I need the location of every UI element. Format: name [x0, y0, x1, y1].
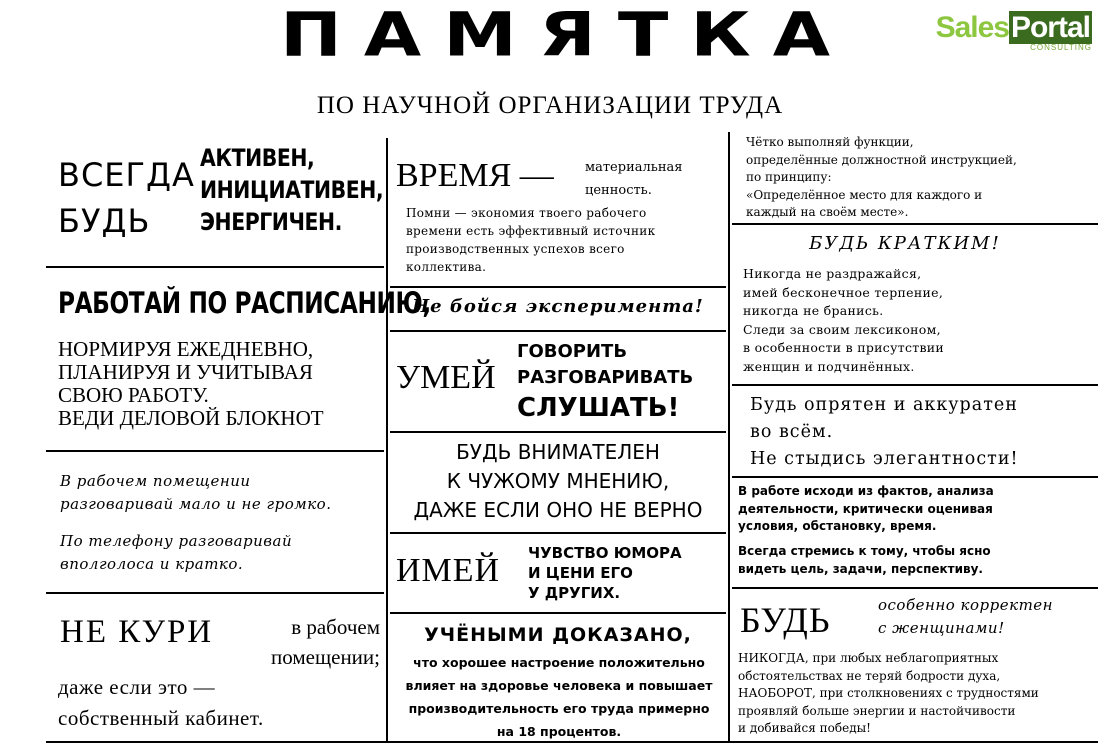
facts-text: В работе исходи из фактов, анализа деятельности, критически оценивая условия, обстановку, время.	[738, 484, 994, 533]
page-subtitle: ПО НАУЧНОЙ ОРГАНИЗАЦИИ ТРУДА	[316, 92, 784, 119]
goal-text: Всегда стремись к тому, чтобы ясно видеть цель, задачи, перспективу.	[738, 544, 991, 576]
traits-list: АКТИВЕН, ИНИЦИАТИВЕН, ЭНЕРГИЧЕН.	[200, 144, 384, 236]
science-text: что хорошее настроение положительно влияет на здоровье человека и повышает производительность его труда примерно на 18 процентов.	[405, 655, 713, 739]
column-divider-1	[386, 138, 388, 742]
col3-divider	[732, 476, 1098, 478]
col3-divider	[732, 223, 1098, 225]
no-smoke-even: даже если это — собственный кабинет.	[58, 675, 264, 730]
functions-text: Чётко выполняй функции, определённые должностной инструкцией, по принципу: «Определённое место для каждого и каждый на своём месте».	[746, 135, 1017, 219]
always-be-heading: ВСЕГДА БУДЬ	[58, 156, 195, 240]
page-title: ПАМЯТКА	[280, 0, 853, 71]
science-heading: УЧЁНЫМИ ДОКАЗАНО,	[424, 624, 692, 646]
patience-text: Никогда не раздражайся, имей бесконечное терпение, никогда не бранись. Следи за своим лексиконом, в особенности в присутствии женщин и подчинённых.	[743, 266, 945, 374]
col2-divider	[390, 612, 726, 614]
col1-divider	[46, 450, 384, 452]
be-word: БУДЬ	[740, 600, 831, 640]
can-speak: ГОВОРИТЬ	[517, 341, 628, 362]
attentive-text: БУДЬ ВНИМАТЕЛЕН К ЧУЖОМУ МНЕНИЮ, ДАЖЕ ЕСЛИ ОНО НЕ ВЕРНО	[413, 440, 703, 522]
col2-divider	[390, 431, 726, 433]
correct-text: особенно корректен с женщинами!	[878, 596, 1054, 637]
brand-logo	[935, 11, 1092, 52]
col3-divider	[732, 587, 1098, 589]
col2-divider	[390, 532, 726, 534]
col1-divider	[46, 592, 384, 594]
experiment-slogan: Не бойся эксперимента!	[412, 296, 704, 317]
col3-divider	[732, 384, 1098, 386]
humor-text: ЧУВСТВО ЮМОРА И ЦЕНИ ЕГО У ДРУГИХ.	[528, 544, 682, 602]
office-quiet-note: В рабочем помещении разговаривай мало и не громко.	[60, 472, 332, 513]
col2-divider	[390, 286, 726, 288]
can-converse: РАЗГОВАРИВАТЬ	[517, 367, 694, 388]
logo-brand-b: Portal	[1010, 11, 1090, 44]
no-smoke-where: в рабочем помещении;	[271, 615, 380, 669]
col1-divider	[46, 266, 384, 268]
be-brief-heading: БУДЬ КРАТКИМ!	[809, 233, 1001, 254]
no-smoke-heading: НЕ КУРИ	[60, 614, 214, 650]
have-word: ИМЕЙ	[396, 552, 501, 589]
can-word: УМЕЙ	[396, 359, 496, 396]
neat-text: Будь опрятен и аккуратен во всём. Не стыдись элегантности!	[750, 395, 1019, 469]
can-listen: СЛУШАТЬ!	[517, 393, 680, 423]
time-note: материальная ценность.	[585, 160, 683, 198]
logo-subtext: CONSULTING	[1030, 43, 1092, 52]
time-heading: ВРЕМЯ —	[396, 157, 554, 194]
col2-divider	[390, 330, 726, 332]
logo-brand-a: Sales	[935, 11, 1009, 44]
phone-quiet-note: По телефону разговаривай вполголоса и кратко.	[60, 532, 293, 573]
never-text: НИКОГДА, при любых неблагоприятных обстоятельствах не теряй бодрости духа, НАОБОРОТ, при столкновениях с трудностями проявляй больше энергии и настойчивости и добивайся победы!	[738, 651, 1039, 735]
column-divider-2	[728, 132, 730, 742]
schedule-text: НОРМИРУЯ ЕЖЕДНЕВНО, ПЛАНИРУЯ И УЧИТЫВАЯ СВОЮ РАБОТУ. ВЕДИ ДЕЛОВОЙ БЛОКНОТ	[58, 337, 324, 430]
schedule-heading: РАБОТАЙ ПО РАСПИСАНИЮ,	[58, 286, 431, 320]
time-text: Помни — экономия твоего рабочего времени есть эффективный источник производственных успехов всего коллектива.	[406, 206, 656, 274]
